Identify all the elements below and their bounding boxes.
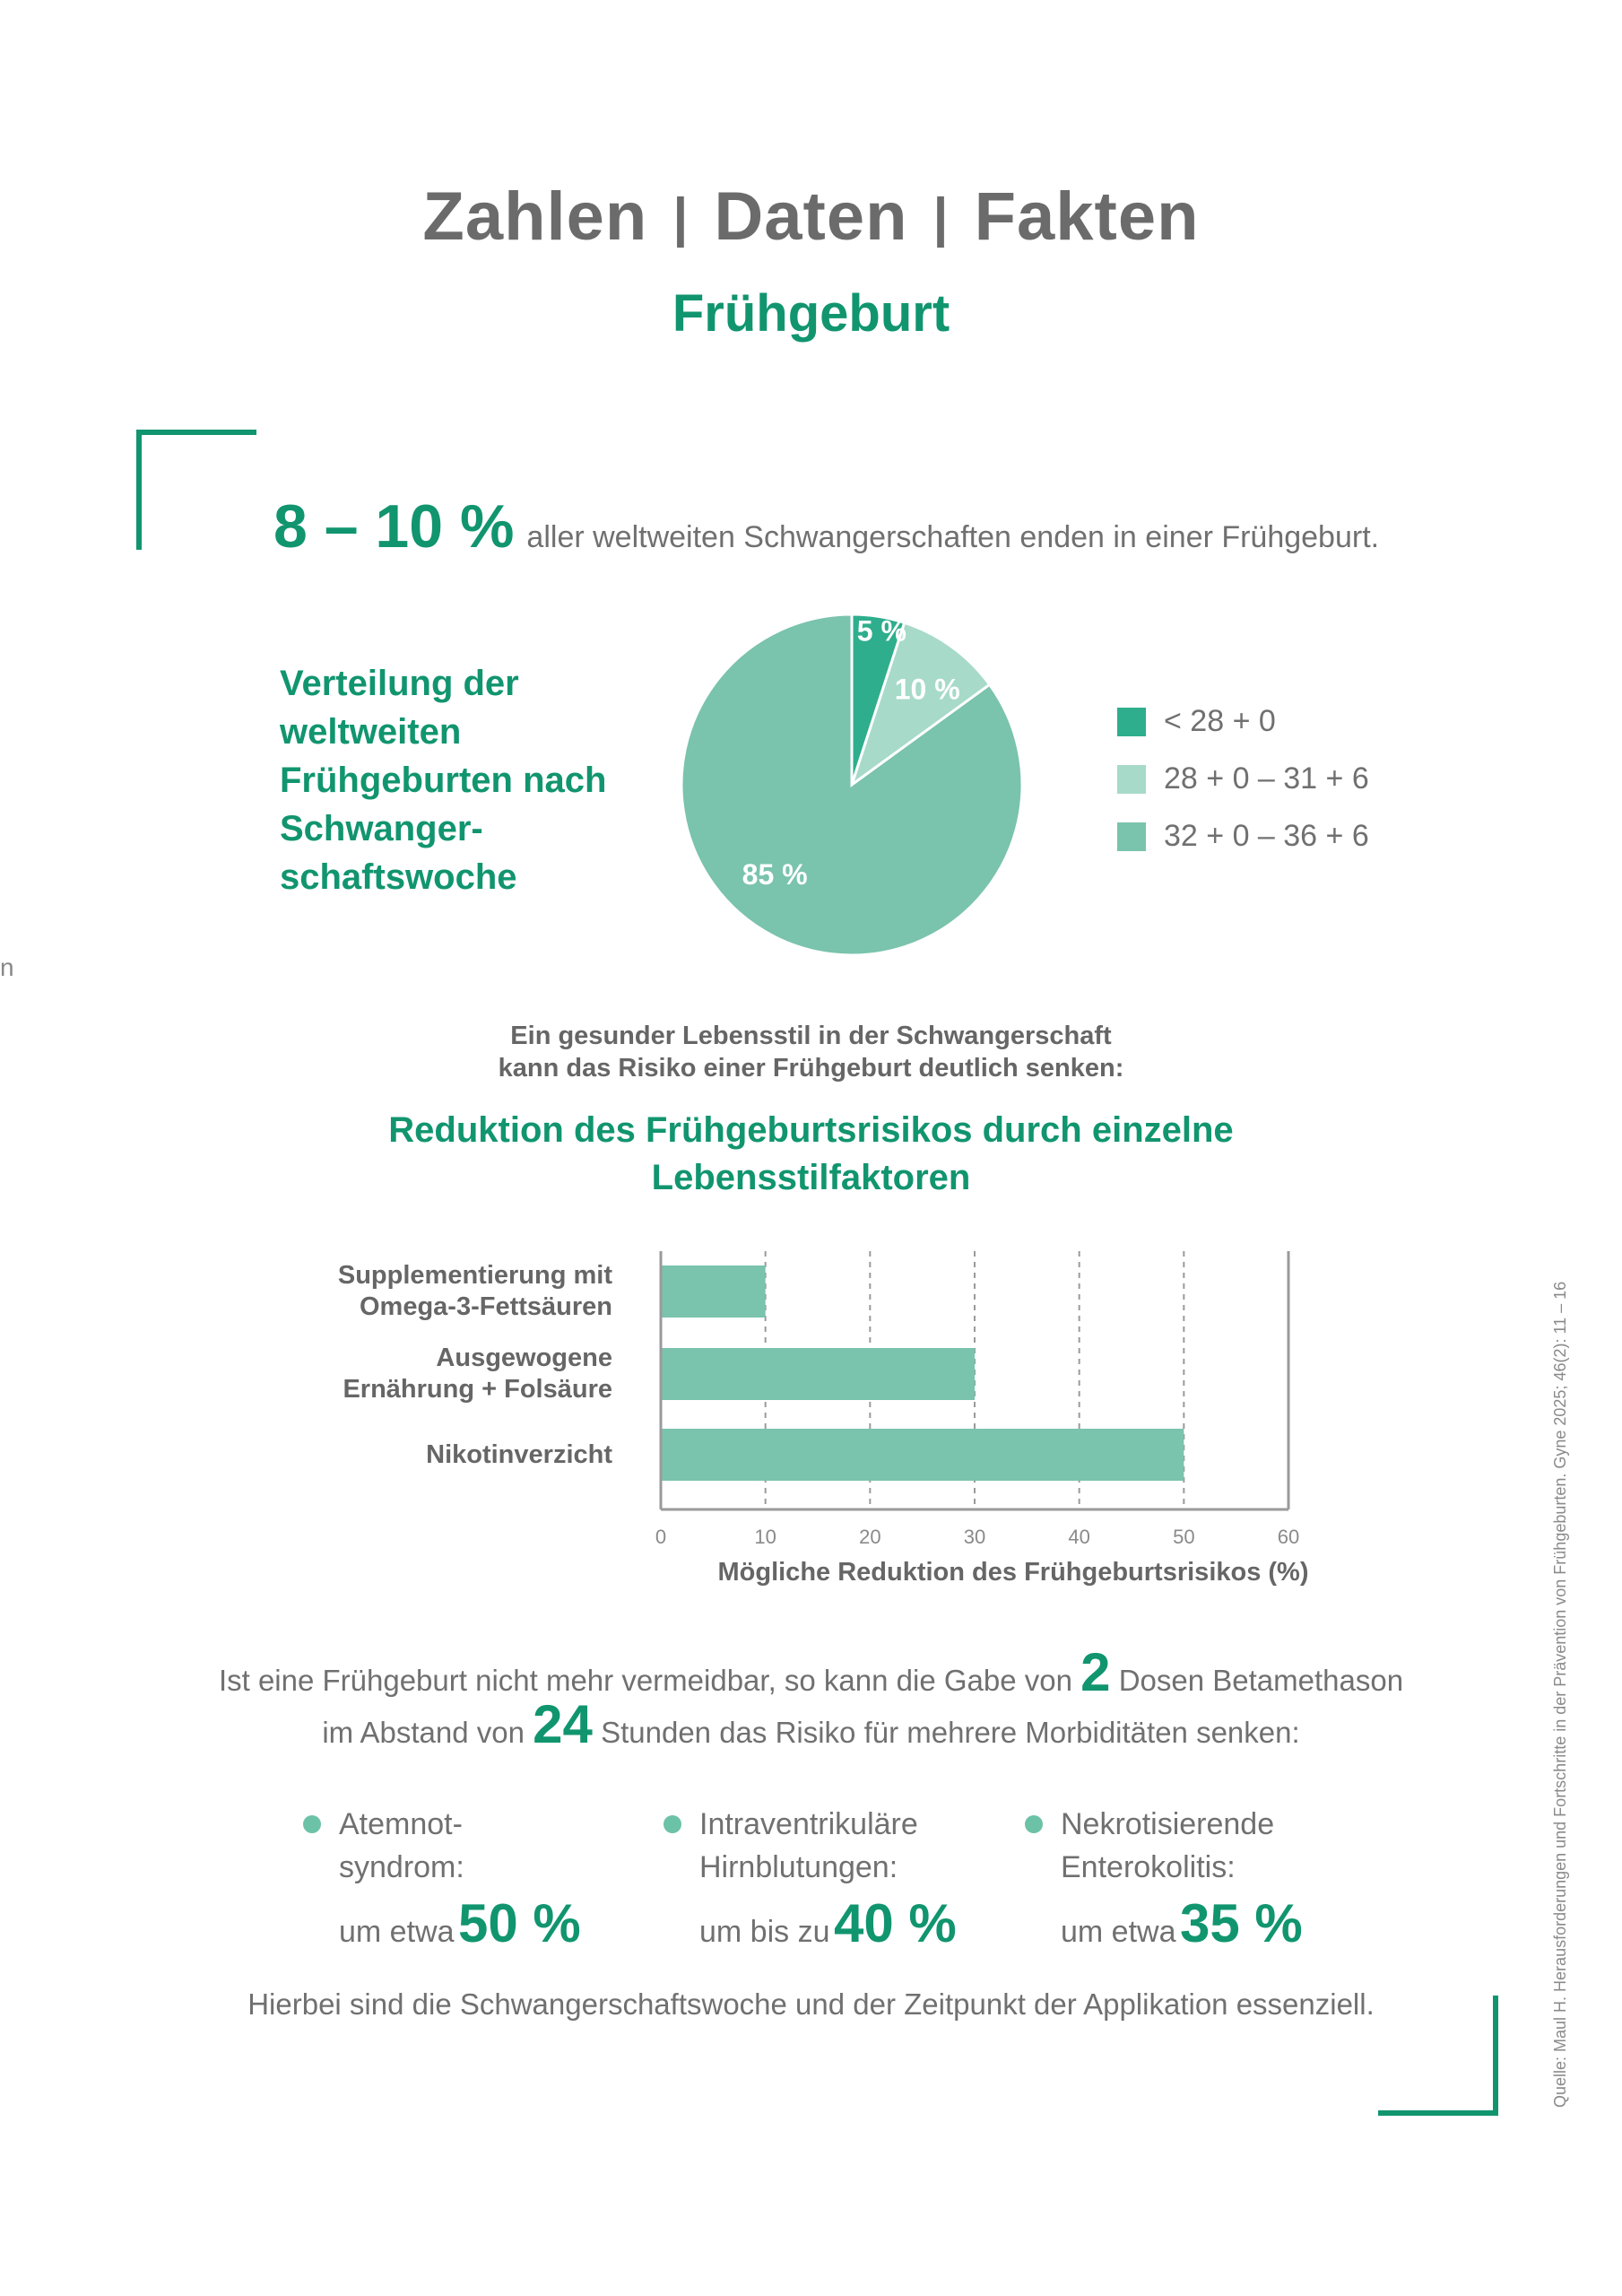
bullet-dot-icon [664, 1815, 681, 1833]
outcome-percent: 35 % [1179, 1893, 1303, 1953]
betamethason-line1-pre: Ist eine Frühgeburt nicht mehr vermeidbar, so kann die Gabe von [218, 1664, 1072, 1697]
preterm-rate-value: 8 – 10 % [273, 492, 515, 561]
x-tick-label: 50 [1173, 1526, 1195, 1548]
dose-count: 2 [1080, 1642, 1111, 1702]
corner-frame-top-left [136, 430, 142, 550]
betamethason-line1-post: Dosen Betamethason [1118, 1664, 1404, 1697]
outcome-percent: 40 % [833, 1893, 957, 1953]
bar-category-label [236, 1343, 612, 1405]
outcome-label-line1: Intraventrikuläre [699, 1807, 918, 1841]
bar [661, 1429, 1184, 1481]
pie-chart [664, 596, 1040, 973]
outcome-label [339, 1803, 464, 1889]
outcome-percent: 50 % [457, 1893, 581, 1953]
legend-label: 32 + 0 – 36 + 6 [1164, 819, 1369, 853]
outcome-label-line1: Atemnot- [339, 1807, 463, 1841]
closing-note: Hierbei sind die Schwangerschaftswoche und der Zeitpunkt der Applikation essenziell. [247, 1987, 1375, 2021]
bullet-dot-icon [1025, 1815, 1043, 1833]
outcome-item [303, 1803, 608, 1955]
pie-data-label: 85 % [742, 857, 808, 891]
page-subtitle: Frühgeburt [672, 284, 950, 343]
outcome-prefix: um bis zu [699, 1915, 830, 1949]
bar-chart [628, 1233, 1318, 1556]
title-separator: | [932, 187, 950, 248]
bar-chart-heading-line1: Reduktion des Frühgeburtsrisikos durch einzelne [388, 1110, 1234, 1150]
preterm-rate-stat [273, 491, 1379, 561]
outcome-prefix: um etwa [339, 1915, 455, 1949]
preterm-rate-text: aller weltweiten Schwangerschaften enden in einer Frühgeburt. [526, 520, 1380, 554]
betamethason-line2-pre: im Abstand von [322, 1716, 525, 1749]
pie-data-label: 10 % [894, 673, 960, 706]
x-tick-label: 20 [859, 1526, 881, 1548]
bullet-dot-icon [303, 1815, 321, 1833]
outcome-item [664, 1803, 968, 1955]
outcome-label-line2: Hirnblutungen: [699, 1850, 898, 1884]
outcome-label-line1: Nekrotisierende [1061, 1807, 1275, 1841]
bar-category-line: Supplementierung mit [337, 1261, 612, 1290]
bar [661, 1348, 975, 1400]
title-separator: | [672, 187, 690, 248]
bar-chart-heading [0, 1107, 1622, 1202]
outcome-value [339, 1892, 581, 1954]
pie-data-label: 5 % [856, 614, 906, 648]
bar-category-line: Nikotinverzicht [426, 1439, 612, 1469]
edge-mark: n [0, 953, 14, 981]
outcome-label [699, 1803, 918, 1889]
bar-category-line: Ausgewogene [436, 1344, 612, 1372]
interval-hours: 24 [533, 1694, 593, 1754]
x-tick-label: 0 [655, 1526, 667, 1548]
legend-swatch [1117, 822, 1146, 851]
lifestyle-lead-line2: kann das Risiko einer Frühgeburt deutlich senken: [498, 1054, 1124, 1083]
outcome-value [699, 1892, 957, 1954]
outcome-label [1061, 1803, 1274, 1889]
title-part-zahlen: Zahlen [422, 178, 648, 255]
bar [661, 1265, 766, 1318]
legend-swatch [1117, 708, 1146, 736]
betamethason-line2-post: Stunden das Risiko für mehrere Morbiditäten senken: [601, 1716, 1300, 1749]
outcome-label-line2: syndrom: [339, 1850, 464, 1884]
outcome-prefix: um etwa [1061, 1915, 1176, 1949]
title-part-fakten: Fakten [974, 178, 1200, 255]
corner-frame-bottom-right [1378, 2110, 1498, 2116]
bar-category-label [236, 1260, 612, 1323]
legend-swatch [1117, 765, 1146, 794]
bar-chart-xlabel: Mögliche Reduktion des Frühgeburtsrisikos (%) [717, 1558, 1309, 1587]
outcome-label-line2: Enterokolitis: [1061, 1850, 1236, 1884]
lifestyle-lead-line1: Ein gesunder Lebensstil in der Schwangerschaft [510, 1022, 1112, 1050]
corner-frame-top-left [136, 430, 256, 435]
bar-category-line: Omega-3-Fettsäuren [359, 1292, 612, 1321]
bar-chart-heading-line2: Lebensstilfaktoren [651, 1158, 971, 1197]
betamethason-line-2 [0, 1693, 1622, 1755]
x-tick-label: 60 [1277, 1526, 1300, 1548]
x-tick-label: 30 [963, 1526, 986, 1548]
pie-chart-heading: Verteilung der weltweiten Frühgeburten nach Schwanger-schaftswoche [280, 664, 607, 897]
page-title [0, 178, 1622, 256]
outcome-value [1061, 1892, 1303, 1954]
x-tick-label: 10 [754, 1526, 776, 1548]
title-part-daten: Daten [714, 178, 908, 255]
x-tick-label: 40 [1068, 1526, 1090, 1548]
bar-category-line: Ernährung + Folsäure [343, 1375, 612, 1404]
bar-category-label [236, 1439, 612, 1471]
source-citation: Quelle: Maul H. Herausforderungen und Fortschritte in der Prävention von Frühgeburten. Gyne 2025; 46(2): 11 – 16 [1551, 1281, 1569, 2108]
lifestyle-lead [0, 1020, 1622, 1084]
legend-label: < 28 + 0 [1164, 704, 1276, 738]
outcome-item [1025, 1803, 1330, 1955]
legend-label: 28 + 0 – 31 + 6 [1164, 761, 1369, 796]
